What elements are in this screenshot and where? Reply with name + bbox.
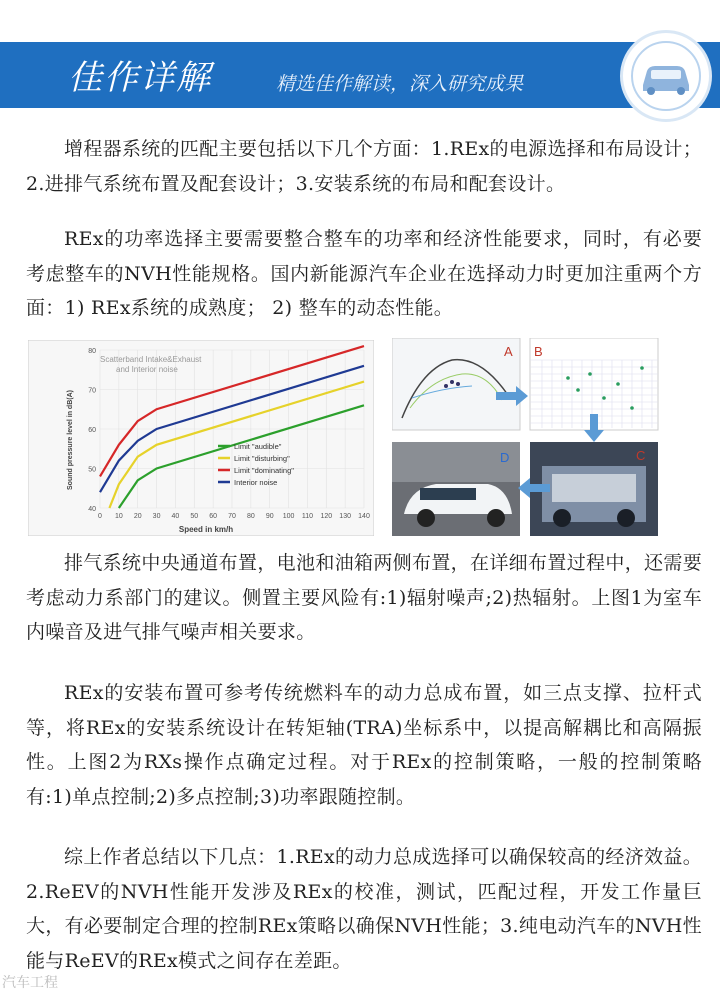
x-tick-label: 60	[209, 513, 218, 520]
panel-label-b: B	[534, 344, 543, 359]
banner-subtitle: 精选佳作解读，深入研究成果	[276, 73, 524, 95]
x-tick-label: 100	[282, 513, 295, 520]
x-tick-label: 0	[98, 513, 102, 520]
header-banner	[0, 42, 720, 108]
x-tick-label: 90	[265, 513, 274, 520]
y-tick-label: 40	[88, 506, 96, 513]
y-tick-label: 50	[88, 466, 96, 474]
car-icon	[623, 33, 709, 119]
y-tick-label: 60	[88, 427, 96, 434]
car-badge	[620, 30, 712, 122]
x-tick-label: 140	[358, 513, 370, 520]
banner-title: 佳作详解	[68, 58, 212, 98]
paragraph-1: 增程器系统的匹配主要包括以下几个方面：1.REx的电源选择和布局设计；2.进排气系统布置及配套设计；3.安装系统的布局和配套设计。	[26, 138, 702, 195]
paragraph-4: REx的安装布置可参考传统燃料车的动力总成布置，如三点支撑、拉杆式等，将REx的安装系统设计在转矩轴(TRA)坐标系中，以提高解耦比和高隔振性。上图2为RXs操作点确定过程。对于REx的控制策略，一般的控制策略有:1)单点控制;2)多点控制;3)功率跟随控制。	[26, 682, 702, 808]
chart-title-line-1: Scatterband Intake&Exhaust	[100, 355, 202, 364]
x-tick-label: 50	[190, 513, 199, 520]
x-tick-label: 40	[171, 513, 180, 520]
x-axis-label: Speed in km/h	[178, 525, 234, 534]
x-tick-label: 120	[320, 513, 333, 520]
legend-entry: Limit "audible"	[234, 442, 282, 451]
panel-label-a: A	[504, 344, 513, 359]
legend-entry: Limit "dominating"	[234, 466, 294, 475]
y-tick-label: 70	[88, 387, 96, 395]
y-axis-label: Sound pressure level in dB(A)	[67, 390, 74, 490]
x-tick-label: 110	[301, 513, 314, 520]
panel-label-d: D	[500, 450, 510, 465]
chart-title-line-2: and Interior noise	[116, 365, 178, 374]
legend-entry: Interior noise	[234, 478, 278, 487]
x-tick-label: 130	[339, 513, 351, 520]
panel-label-c: C	[636, 448, 646, 463]
operating-point-figure	[392, 338, 660, 536]
paragraph-2: REx的功率选择主要需要整合整车的功率和经济性能要求，同时，有必要考虑整车的NVH性能规格。国内新能源汽车企业在选择动力时更加注重两个方面：1) REx系统的成熟度； 2) 整车的动态性能。	[26, 228, 702, 319]
x-tick-label: 80	[246, 513, 255, 520]
x-tick-label: 30	[152, 513, 161, 520]
paragraph-3: 排气系统中央通道布置，电池和油箱两侧布置，在详细布置过程中，还需要考虑动力系部门的建议。侧置主要风险有:1)辐射噪声;2)热辐射。上图1为室车内噪音及进气排气噪声相关要求。	[26, 552, 702, 643]
legend-entry: Limit "disturbing"	[234, 454, 290, 463]
x-tick-label: 70	[228, 513, 236, 520]
paragraph-5: 综上作者总结以下几点：1.REx的动力总成选择可以确保较高的经济效益。2.ReEV的NVH性能开发涉及REx的校准，测试，匹配过程，开发工作量巨大，有必要制定合理的控制REx策略以确保NVH性能；3.纯电动汽车的NVH性能与ReEV的REx模式之间存在差距。	[26, 846, 702, 972]
x-tick-label: 10	[114, 513, 123, 520]
noise-limit-chart	[28, 340, 374, 536]
watermark: 汽车工程	[2, 975, 58, 991]
x-tick-label: 20	[133, 513, 142, 520]
y-tick-label: 80	[88, 348, 96, 355]
